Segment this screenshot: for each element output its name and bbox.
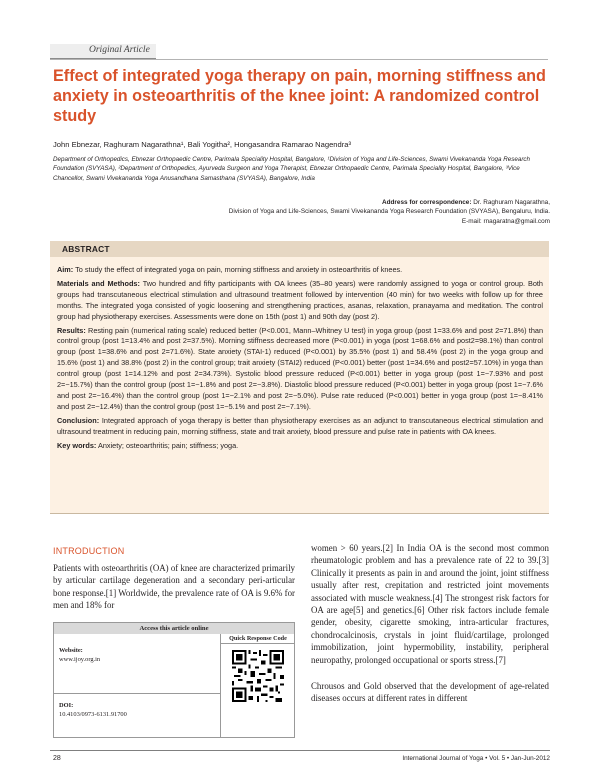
abstract-heading: ABSTRACT [62,244,110,254]
conclusion-label: Conclusion: [57,415,100,425]
access-row-divider [54,693,220,694]
section-label-tab [50,44,156,59]
keywords-text: Anxiety; osteoarthritis; pain; stiffness; yoga. [97,440,239,450]
correspondence-address: Division of Yoga and Life-Sciences, Swami Vivekananda Yoga Research Foundation (SVYASA), Bengaluru, India. [228,208,550,216]
website-label: Website: [59,647,83,654]
abstract-conclusion [57,416,543,438]
abstract-methods [57,279,543,323]
abstract-body [57,265,543,455]
aim-label: Aim: [57,265,74,274]
results-label: Results: [57,325,86,335]
intro-paragraph-right-2: Chrousos and Gold observed that the development of age-related diseases occurs at different rates in different [311,681,549,704]
abstract-results [57,326,543,413]
correspondence-email: E-mail: rnagaratna@gmail.com [461,217,550,225]
author-list: John Ebnezar, Raghuram Nagarathna¹, Bali Yogitha², Hongasandra Ramarao Nagendra³ [53,140,352,149]
correspondence-name: Dr. Raghuram Nagarathna, [473,199,550,206]
access-divider [220,634,221,738]
footer-rule [50,750,550,751]
article-title: Effect of integrated yoga therapy on pain, morning stiffness and anxiety in osteoarthritis of the knee joint: A randomized control study [53,67,546,125]
access-heading: Access this article online [54,623,294,634]
journal-citation: International Journal of Yoga • Vol. 5 • Jan-Jun-2012 [402,755,550,762]
keywords-label: Key words: [57,440,97,450]
doi-label: DOI: [59,702,74,709]
abstract-aim [57,265,543,276]
results-text: Resting pain (numerical rating scale) reduced better (P<0.001, Mann–Whitney U test) in yoga group (post 1=33.6% and post 2=71.8%) than control group (post 1=13.4% and post 2=37.5%). Morning stiffness decreased more (P<0.001) in yoga (post 1=68.6% and post2=98.1%) than control group (post 1=38.6% and post 2=71.6%). State anxiety (STAI-1) reduced (P<0.001) by 35.5% (post 1) and 58.4% (post 2) in the yoga group and 15.6% (post 1) and 38.8% (post 2) in the control group; trait anxiety (STAI2) reduced (P<0.001) better (post 1=34.6% and post2=57.10%) in yoga than control group (post 1=14.12% and post 2=34.73%). Systolic blood pressure reduced (P<0.001) better in yoga group (post 1=−7.93% and post 2=−15.7%) than the control group (post 1=−1.8% and post 2=−3.8%). Diastolic blood pressure reduced (P<0.001) better in yoga group (post 1=−7.6% and post 2=−16.4%) than the control group (post 1=−2.1% and post 2=−5.0%). Pulse rate reduced (P<0.001) better in yoga group (post 1=−8.41% and post 2=−12.4%) than the control group (post 1=−5.1% and post 2=−7.1%). [57,325,544,411]
abstract-keywords [57,441,543,452]
qr-code-icon [232,650,284,702]
section-label: Original Article [89,45,150,55]
intro-paragraph-left: Patients with osteoarthritis (OA) of knee are characterized primarily by articular cartilage degeneration and a secondary peri-articular bone response.[1] Worldwide, the prevalence rate of OA is 9.6% for men and 18% for [53,563,295,611]
intro-right-column [311,542,549,719]
conclusion-text: Integrated approach of yoga therapy is better than physiotherapy exercises as an adjunct to transcutaneous electrical stimulation and ultrasound treatment in reducing pain, morning stiffness, state and trait anxiety, blood pressure and pulse rate in patients with OA knees. [57,415,544,436]
website-link[interactable]: www.ijoy.org.in [59,656,101,663]
correspondence-label: Address for correspondence: [381,199,472,206]
affiliations: Department of Orthopedics, Ebnezar Orthopaedic Centre, Parimala Speciality Hospital, Bangalore, ¹Division of Yoga and Life-Sciences, Swami Vivekananda Yoga Research Foundation (SVYASA), ²Department of Orthopedics, Ayurveda Surgeon and Yoga Therapist, Ebnezar Orthopaedic Centre, Parimala Speciality Hospital, Bangalore, ³Vice Chancellor, Swami Vivekananda Yoga Anusandhana Samasthana (SVYASA), Bangalore, India [53,156,530,182]
methods-text: Two hundred and fifty participants with OA knees (35–80 years) were randomly assigned to yoga or control group. Both groups had transcutaneous electrical stimulation and ultrasound treatment followed by intervention (40 min) for two weeks with follow up for three months. The integrated yoga consisted of yogic loosening and strengthening practices, asanas, relaxation, pranayama and meditation. The control group had physiotherapy exercises. Assessments were done on 15th (post 1) and 90th day (post 2). [57,278,543,321]
introduction-heading: INTRODUCTION [53,546,125,556]
page-number: 28 [53,755,61,762]
intro-paragraph-right-1: women > 60 years.[2] In India OA is the second most common rheumatologic problem and has a prevalence rate of 22 to 39.[3] Clinically it presents as pain in and around the joint, joint stiffness usually after rest, crepitation and restricted joint movements associated with muscle weakness.[4] The strongest risk factors for OA are age[5] and genetics.[6] Other risk factors include female gender, obesity, cigarette smoking, intra-articular fractures, chondrocalcinosis, crystals in joint fluid/cartilage, prolonged immobilization, joint hypermobility, instability, peripheral neuropathy, prolonged occupational or sports stress.[7] [311,543,549,665]
abstract-header [50,241,549,257]
doi-value[interactable]: 10.4103/0973-6131.91700 [59,711,127,718]
methods-label: Materials and Methods: [57,278,140,288]
correspondence-block [130,198,550,226]
header-rule [50,59,548,60]
aim-text: To study the effect of integrated yoga on pain, morning stiffness and anxiety in osteoarthritis of knees. [75,265,403,274]
intro-left-column [53,562,295,612]
access-article-box [53,622,295,738]
qr-label: Quick Response Code [220,634,295,644]
